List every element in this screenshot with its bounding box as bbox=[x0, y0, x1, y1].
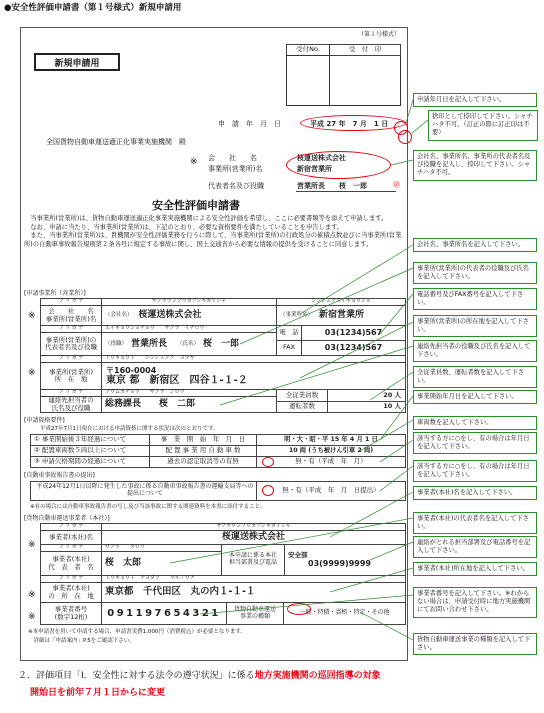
note-19: 貨物自動車運送事業の種類を記入して下さい。 bbox=[413, 633, 537, 655]
note-10: 事業開始年月日を記入して下さい。 bbox=[413, 390, 537, 404]
seal-mark: ㊞ bbox=[393, 181, 400, 189]
rep-name-box: 桜 一郎 bbox=[203, 338, 240, 349]
note-17: 事業者(本社)所在地を記入して下さい。 bbox=[413, 562, 537, 576]
contact-value: 総務課長 桜 二郎 bbox=[101, 396, 277, 413]
req1-value: 明・大・昭・平 15 年 4 月 1 日 bbox=[256, 434, 406, 446]
footer-line1-b: 地方実施機関の巡回指導の対象 bbox=[254, 671, 381, 681]
hq-rep-value: 桜 太郎 bbox=[101, 551, 222, 576]
form-number: （第１号様式） bbox=[358, 31, 401, 38]
paragraph-1: 当事業所(営業所)は、貨物自動車運送適正化事業実施機関による安全性評価を希望し、ここに必要書類等を添えて申請します。 bbox=[24, 215, 388, 222]
document-title: 安全性評価申請書 bbox=[152, 199, 240, 212]
date-label: 申 請 年 月 日 bbox=[218, 120, 281, 128]
furigana-office: シンジュクエイギョウショ bbox=[276, 298, 406, 306]
furigana-company: サクラウンソウカブシキガイシャ bbox=[101, 298, 277, 306]
rep-role-box: 営業所長 bbox=[131, 338, 168, 349]
company-label: 会 社 名 bbox=[208, 154, 257, 162]
note-18: 事業者番号を記入して下さい。※わからない場合は、申請受付時に地方実施機関にてお問い合わせ下さい。 bbox=[413, 587, 537, 618]
note-5: 事業所(営業所)の代表者の役職及び氏名を記入して下さい。 bbox=[413, 262, 537, 284]
note-13: 該当する方に○をし、有の場合は年月日を記入して下さい。 bbox=[413, 460, 537, 482]
note-9: 全従業員数、運転者数を記入して下さい。 bbox=[413, 366, 537, 388]
note-16: 連絡がとれる担当部署及び電話番号を記入して下さい。 bbox=[413, 536, 537, 558]
receipt-stamp-label: 受 付 印 bbox=[329, 44, 401, 56]
tel-value: 03(1234)567 bbox=[301, 325, 406, 341]
section-applicant-label: [申請事業所（営業所）] bbox=[24, 290, 86, 297]
addressee: 全国貨物自動車運送適正化事業実施機関 殿 bbox=[46, 138, 186, 146]
hq-name-value: 桜運送株式会社 bbox=[101, 530, 406, 545]
rep-value: 営業所長 桜 一郎 bbox=[297, 182, 367, 190]
note-14: 事業者(本社)名を記入して下さい。 bbox=[413, 486, 537, 500]
note-1: 申請年月日を記入して下さい。 bbox=[413, 93, 537, 107]
receipt-no-label: 受付No. bbox=[286, 44, 330, 56]
office-label: 事業所(営業所)名 bbox=[208, 165, 263, 173]
company-name-box: 桜運送株式会社 bbox=[138, 310, 202, 321]
footer-line1-a: ２．評価項目「Ⅰ．安全性に対する法令の遵守状況」に係る bbox=[18, 671, 255, 681]
req2-value: 10 両 (うち被けん引車 2 両) bbox=[256, 445, 406, 457]
company-value: 桜運送株式会社 bbox=[297, 154, 346, 162]
note-15: 事業者(本社)の代表者名を記入して下さい。 bbox=[413, 512, 537, 534]
address-value: 東京 都 新宿区 四谷１-１-２ bbox=[106, 374, 248, 386]
paragraph-3: また、当事業所(営業所)は、貴機関が安全性評価業務を行うに際して、当事業所(営業所)の行政処分の累積点数並びに当事業所(営業所)の自動車事故報告規則第２条各号に規定する事故に関し、国土交通省から必要な情報の提供を受けることに同意します。 bbox=[24, 232, 402, 248]
note-6: 電話番号及びFAX番号を記入して下さい。 bbox=[413, 288, 537, 310]
drivers-value: 10 人 bbox=[327, 401, 406, 413]
hq-dept: 安全部 bbox=[288, 550, 308, 559]
zip-code: 〒160-0004 bbox=[106, 365, 157, 375]
note-12: 該当する方に○をし、有の場合は年月日を記入して下さい。 bbox=[413, 432, 537, 454]
note-4: 会社名、事業所名を記入して下さい。 bbox=[413, 238, 537, 252]
note-2: 捨印として捺印して下さい。シャチハタ不可。（訂正の際に訂正印は不要） bbox=[428, 110, 538, 141]
accident-value: 無・有（平成 年 月 日提出） bbox=[256, 481, 406, 501]
business-number: 091197654321 bbox=[101, 602, 227, 625]
rep-label: 代表者名及び役職 bbox=[208, 182, 264, 190]
staff-value: 20 人 bbox=[327, 389, 406, 402]
note-8: 連絡先担当者の役職及び氏名を記入して下さい。 bbox=[413, 340, 537, 362]
page-header: ●安全性評価申請書（第１号様式）新規申請用 bbox=[4, 3, 182, 13]
note-11: 車両数を記入して下さい。 bbox=[413, 416, 537, 430]
footer-line2: 開始日を前年７月１日からに変更 bbox=[30, 688, 166, 698]
office-value: 新宿営業所 bbox=[297, 165, 332, 173]
business-type: 一般・特積・霊柩・特定・その他 bbox=[283, 602, 406, 625]
office-name-box: 新宿営業所 bbox=[319, 310, 365, 321]
req3-value: 無・有（平成 年 月） bbox=[256, 456, 406, 468]
note-7: 事業所(営業所)の所在地を記入して下さい。 bbox=[413, 315, 537, 337]
paragraph-2: なお、申請に当たり、当事業所(営業所)は、下記のとおり、必要な資格要件を満たしていることを申告します。 bbox=[24, 223, 344, 231]
hq-address-value: 東京都 千代田区 丸の内１-１-１ bbox=[101, 582, 406, 603]
note-3: 会社名、事業所名、事業所の代表者名及び役職を記入し、捺印して下さい。シャチハタ不可。 bbox=[413, 150, 537, 181]
fax-value: 03(1234)567 bbox=[301, 340, 406, 356]
date-value: 平成 27 年 7 月 1 日 bbox=[310, 120, 389, 128]
new-application-label: 新規申請用 bbox=[34, 53, 120, 71]
hq-tel: 03(9999)9999 bbox=[308, 559, 371, 569]
